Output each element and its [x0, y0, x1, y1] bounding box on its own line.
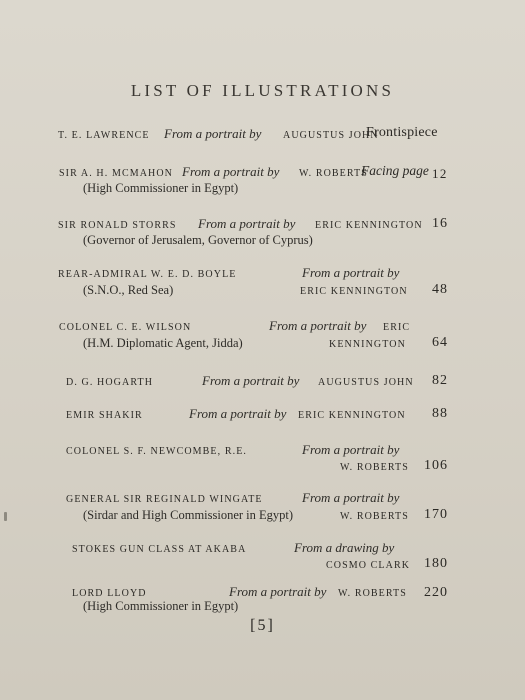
illustration-subject: LORD LLOYD [72, 588, 147, 599]
page-reference: 48 [432, 282, 448, 297]
artist-name: W. ROBERTS [340, 462, 409, 473]
illustration-caption: (High Commissioner in Egypt) [83, 181, 239, 195]
page-title: LIST OF ILLUSTRATIONS [130, 81, 395, 100]
illustration-caption: (S.N.O., Red Sea) [83, 283, 174, 297]
credit-phrase: From a portrait by [302, 490, 400, 505]
artist-name: COSMO CLARK [326, 560, 411, 571]
artist-name: KENNINGTON [329, 339, 406, 350]
illustration-caption: (Sirdar and High Commissioner in Egypt) [83, 508, 294, 522]
page-reference: 220 [424, 585, 448, 600]
page-reference: Frontispiece [366, 125, 438, 140]
illustration-subject: STOKES GUN CLASS AT AKABA [72, 544, 247, 555]
illustration-subject: REAR-ADMIRAL W. E. D. BOYLE [58, 269, 237, 280]
page-reference: 88 [432, 406, 448, 421]
illustration-subject: COLONEL S. F. NEWCOMBE, R.E. [66, 446, 248, 457]
credit-phrase: From a portrait by [302, 442, 400, 457]
credit-phrase: From a portrait by [198, 216, 296, 231]
illustration-entry [0, 318, 525, 366]
illustration-caption: (H.M. Diplomatic Agent, Jidda) [83, 336, 243, 350]
illustration-entry [0, 212, 525, 260]
credit-phrase: From a portrait by [229, 584, 327, 599]
illustration-subject: COLONEL C. E. WILSON [59, 322, 192, 333]
illustration-subject: D. G. HOGARTH [66, 377, 154, 388]
illustration-caption: (Governor of Jerusalem, Governor of Cyprus) [83, 233, 313, 247]
page-number: [5] [250, 617, 275, 634]
artist-name: W. ROBERTS [340, 511, 409, 522]
artist-name: ERIC [383, 322, 411, 333]
paper-blemish [4, 512, 7, 521]
credit-phrase: From a portrait by [202, 373, 300, 388]
credit-phrase: From a portrait by [302, 265, 400, 280]
illustration-subject: T. E. LAWRENCE [58, 130, 150, 141]
illustration-subject: EMIR SHAKIR [66, 410, 143, 421]
credit-phrase: From a drawing by [294, 540, 395, 555]
illustration-subject: GENERAL SIR REGINALD WINGATE [66, 494, 263, 505]
page-reference: 12 [432, 166, 448, 181]
artist-name: AUGUSTUS JOHN [283, 130, 379, 141]
artist-name: AUGUSTUS JOHN [318, 377, 414, 388]
illustration-subject: SIR A. H. MCMAHON [59, 168, 173, 179]
credit-phrase: From a portrait by [269, 318, 367, 333]
artist-name: ERIC KENNINGTON [315, 220, 423, 231]
illustration-entry [0, 265, 525, 313]
credit-phrase: From a portrait by [189, 406, 287, 421]
illustration-entry [0, 441, 525, 489]
credit-phrase: From a portrait by [182, 164, 280, 179]
credit-phrase: From a portrait by [164, 126, 262, 141]
page-reference: 82 [432, 373, 448, 388]
page-reference: 106 [424, 458, 448, 473]
facing-page-label: Facing page [361, 163, 429, 178]
artist-name: W. ROBERTS [299, 168, 368, 179]
page-reference: 180 [424, 556, 448, 571]
illustration-entry [0, 489, 525, 537]
artist-name: ERIC KENNINGTON [298, 410, 406, 421]
page-reference: 64 [432, 335, 448, 350]
page-reference: 170 [424, 507, 448, 522]
artist-name: W. ROBERTS [338, 588, 407, 599]
artist-name: ERIC KENNINGTON [300, 286, 408, 297]
page-reference: 16 [432, 216, 448, 231]
illustration-entry [0, 539, 525, 587]
illustration-entry [0, 160, 525, 208]
illustration-caption: (High Commissioner in Egypt) [83, 599, 239, 613]
illustration-subject: SIR RONALD STORRS [58, 220, 177, 231]
